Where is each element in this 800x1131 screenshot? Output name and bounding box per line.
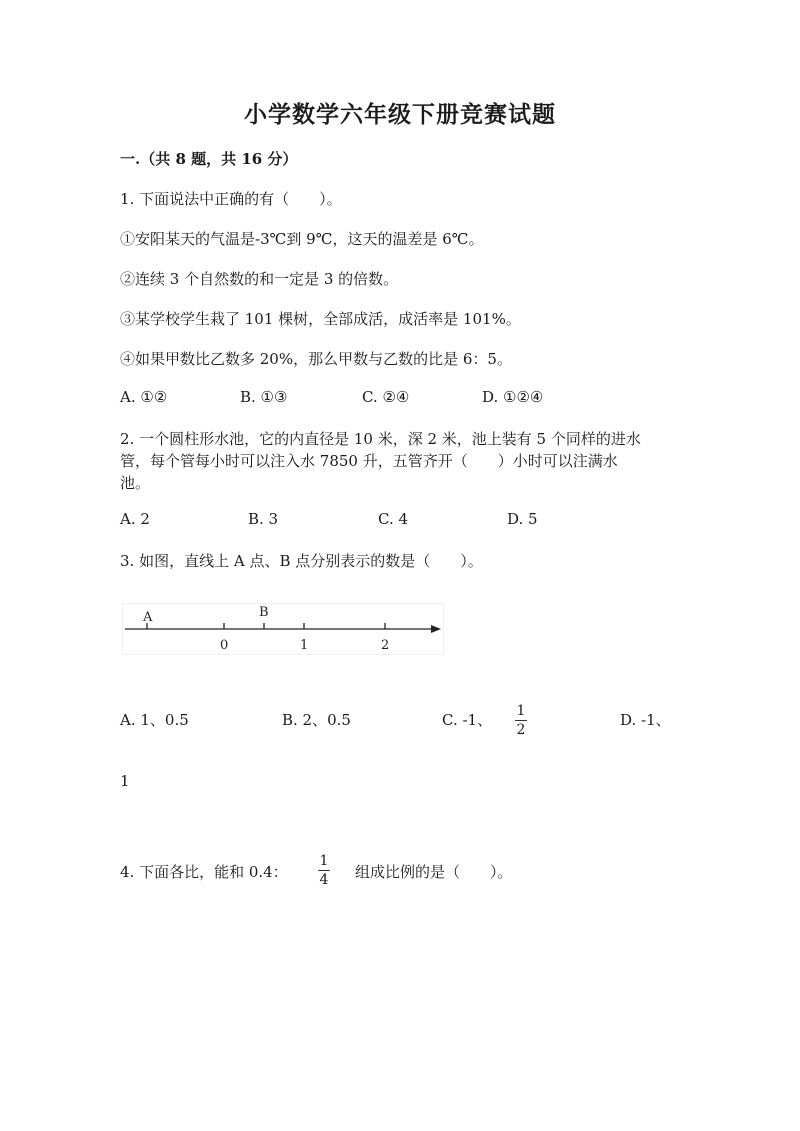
q1-option-c[interactable]: C. ②④ — [362, 388, 410, 406]
q1-statement-1: ①安阳某天的气温是-3℃到 9℃，这天的温差是 6℃。 — [120, 230, 484, 248]
point-b-label: B — [259, 605, 269, 620]
fraction-bar — [318, 870, 330, 871]
q2-stem-line-3: 池。 — [120, 474, 151, 492]
page-title: 小学数学六年级下册竞赛试题 — [244, 101, 556, 128]
number-line — [123, 604, 443, 654]
q3-stem: 3. 如图，直线上 A 点、B 点分别表示的数是（ ）。 — [120, 552, 483, 570]
section-heading: 一.（共 8 题，共 16 分） — [120, 150, 298, 168]
q1-statement-3: ③某学校学生栽了 101 棵树，全部成活，成活率是 101%。 — [120, 310, 521, 328]
q2-stem-line-1: 2. 一个圆柱形水池，它的内直径是 10 米，深 2 米，池上装有 5 个同样的进水 — [120, 430, 641, 448]
q1-statement-2: ②连续 3 个自然数的和一定是 3 的倍数。 — [120, 270, 399, 288]
q2-stem-line-2: 管，每个管每小时可以注入水 7850 升，五管齐开（ ）小时可以注满水 — [120, 452, 618, 470]
axis-arrowhead — [431, 625, 441, 633]
fraction-numerator: 1 — [516, 703, 526, 719]
q3-option-c-fraction — [515, 703, 527, 738]
q3-option-a[interactable]: A. 1、0.5 — [120, 711, 189, 729]
fraction-denominator: 2 — [516, 722, 526, 738]
q1-stem: 1. 下面说法中正确的有（ ）。 — [120, 190, 342, 208]
tick-label-1: 1 — [300, 638, 309, 653]
q1-statement-4: ④如果甲数比乙数多 20%，那么甲数与乙数的比是 6：5。 — [120, 350, 512, 368]
q1-option-b[interactable]: B. ①③ — [240, 388, 288, 406]
q2-option-a[interactable]: A. 2 — [120, 510, 150, 528]
q2-option-d[interactable]: D. 5 — [507, 510, 538, 528]
point-a-label: A — [143, 610, 153, 625]
q4-fraction — [318, 853, 330, 888]
q3-option-d-continued: 1 — [120, 772, 130, 790]
q1-option-d[interactable]: D. ①②④ — [482, 388, 544, 406]
q4-stem-prefix: 4. 下面各比，能和 0.4： — [120, 863, 288, 881]
q2-option-b[interactable]: B. 3 — [248, 510, 279, 528]
q3-option-b[interactable]: B. 2、0.5 — [282, 711, 351, 729]
number-line-figure — [122, 603, 444, 655]
fraction-denominator: 4 — [319, 872, 329, 888]
q3-option-c[interactable]: C. -1、 — [442, 711, 493, 729]
tick-label-0: 0 — [220, 638, 229, 653]
fraction-numerator: 1 — [319, 853, 329, 869]
fraction-bar — [515, 720, 527, 721]
q2-option-c[interactable]: C. 4 — [378, 510, 409, 528]
tick-label-2: 2 — [381, 638, 390, 653]
q1-option-a[interactable]: A. ①② — [120, 388, 168, 406]
q3-option-d[interactable]: D. -1、 — [620, 711, 671, 729]
q4-stem-suffix: 组成比例的是（ ）。 — [355, 863, 513, 881]
